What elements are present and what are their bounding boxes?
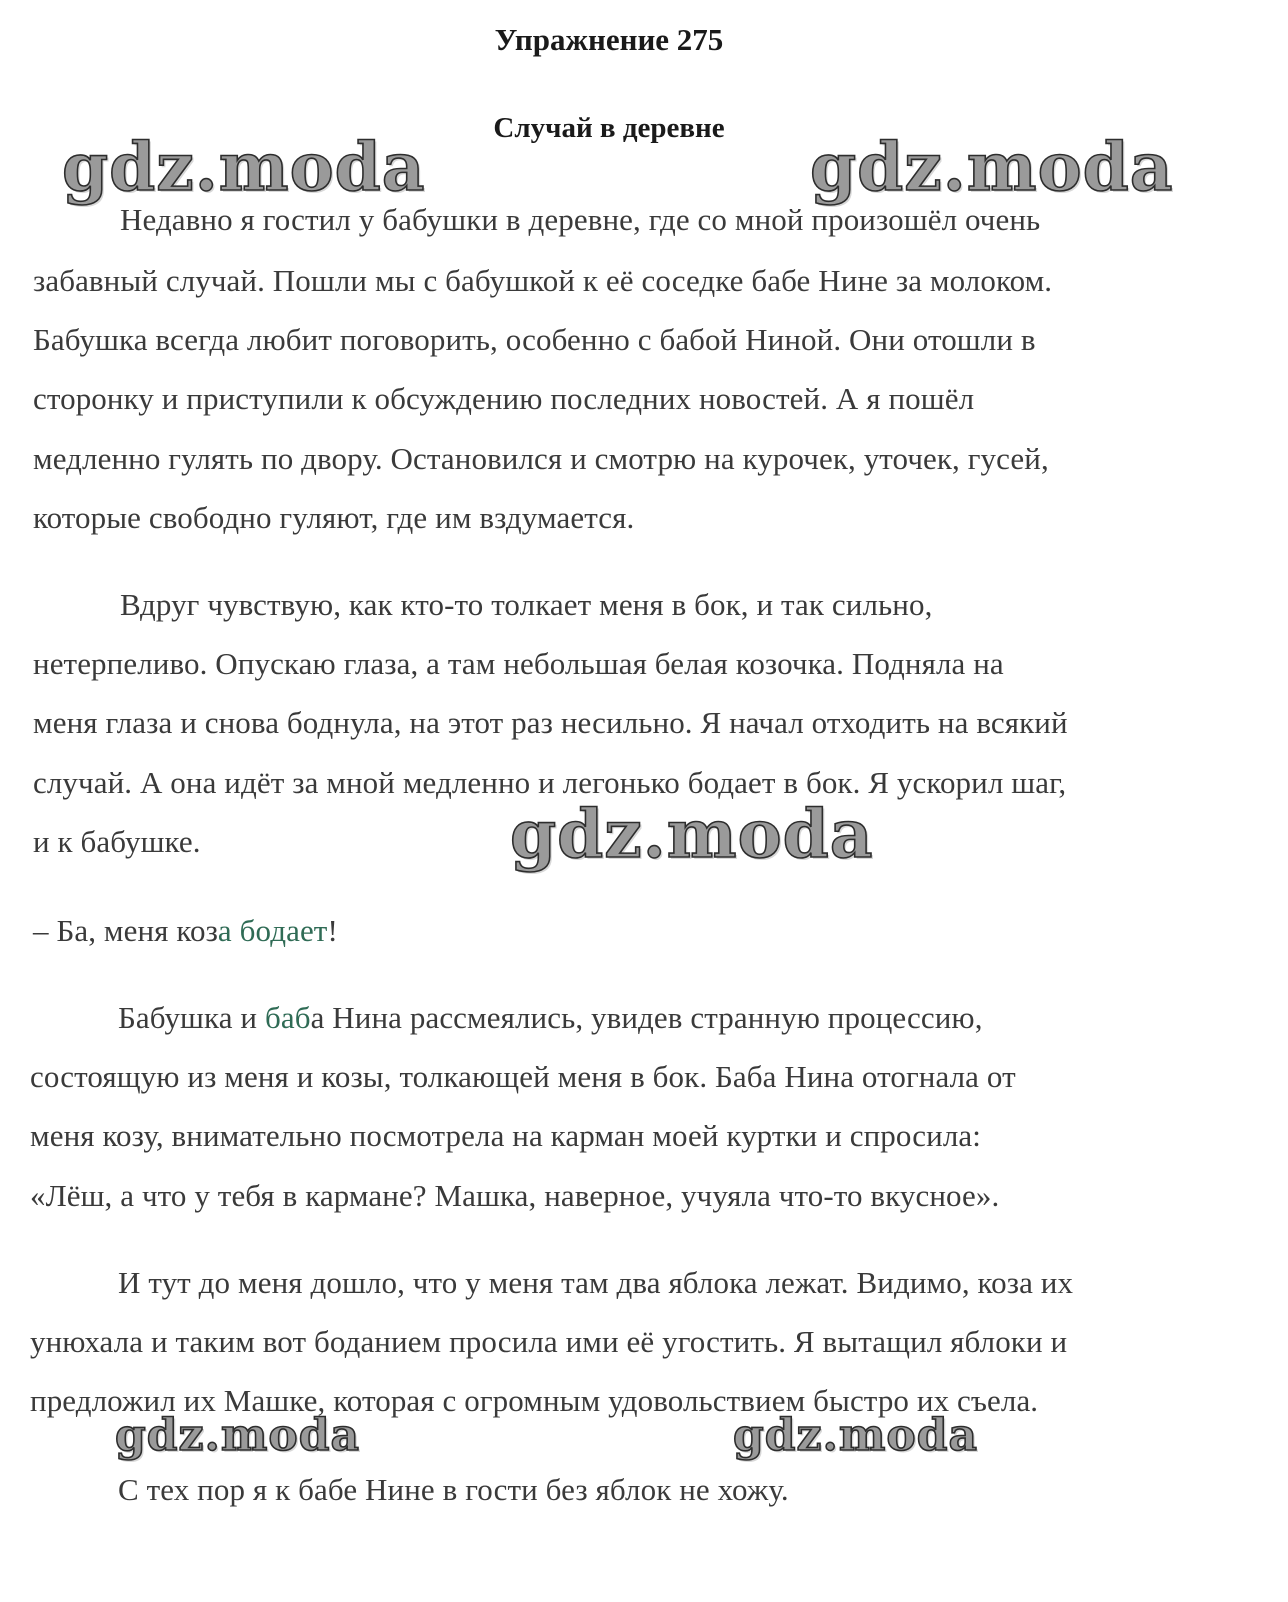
text-accent: баб: [264, 1000, 311, 1035]
text-line: состоящую из меня и козы, толкающей меня в бок. Баба Нина отогнала от: [30, 1059, 1016, 1094]
text-line: Вдруг чувствую, как кто-то толкает меня в бок, и так сильно,: [120, 587, 933, 622]
text-line: [118, 998, 983, 1038]
dialogue-end: !: [327, 913, 338, 948]
dialogue-line: [33, 911, 338, 951]
watermark: gdz.moda: [62, 128, 426, 206]
text-line: «Лёш, а что у тебя в кармане? Машка, наверное, учуяла что-то вкусное».: [30, 1178, 1000, 1213]
text-line: меня глаза и снова боднула, на этот раз несильно. Я начал отходить на всякий: [33, 705, 1068, 740]
text-fragment: а Нина рассмеялись, увидев странную процессию,: [310, 1000, 983, 1035]
watermark: gdz.moda: [810, 128, 1174, 206]
text-line: медленно гулять по двору. Остановился и смотрю на курочек, уточек, гусей,: [33, 441, 1049, 476]
dialogue-text: – Ба, меня коз: [33, 913, 218, 948]
text-line: меня козу, внимательно посмотрела на карман моей куртки и спросила:: [30, 1118, 981, 1153]
text-line: унюхала и таким вот боданием просила ими её угостить. Я вытащил яблоки и: [30, 1324, 1068, 1359]
text-line: сторонку и приступили к обсуждению последних новостей. А я пошёл: [33, 381, 975, 416]
text-line: И тут до меня дошло, что у меня там два яблока лежат. Видимо, коза их: [118, 1265, 1074, 1300]
text-line: нетерпеливо. Опускаю глаза, а там небольшая белая козочка. Подняла на: [33, 646, 1004, 681]
exercise-title: Упражнение 275: [494, 22, 724, 57]
watermark: gdz.moda: [733, 1410, 979, 1461]
paragraph-5: С тех пор я к бабе Нине в гости без яблок не хожу.: [118, 1472, 789, 1507]
text-line: предложил их Машке, которая с огромным удовольствием быстро их съела.: [30, 1383, 1039, 1418]
watermark: gdz.moda: [115, 1410, 361, 1461]
watermark: gdz.moda: [510, 795, 874, 873]
text-fragment: Бабушка и: [118, 1000, 265, 1035]
text-line: которые свободно гуляют, где им вздумается.: [33, 500, 635, 535]
dialogue-accent: а бодает: [217, 913, 328, 948]
text-line: Бабушка всегда любит поговорить, особенно с бабой Ниной. Они отошли в: [33, 322, 1036, 357]
text-line: забавный случай. Пошли мы с бабушкой к её соседке бабе Нине за молоком.: [33, 263, 1053, 298]
text-line: и к бабушке.: [33, 824, 201, 859]
story-title: Случай в деревне: [493, 112, 725, 144]
text-line: Недавно я гостил у бабушки в деревне, где со мной произошёл очень: [120, 202, 1041, 237]
text-line: случай. А она идёт за мной медленно и легонько бодает в бок. Я ускорил шаг,: [33, 765, 1067, 800]
